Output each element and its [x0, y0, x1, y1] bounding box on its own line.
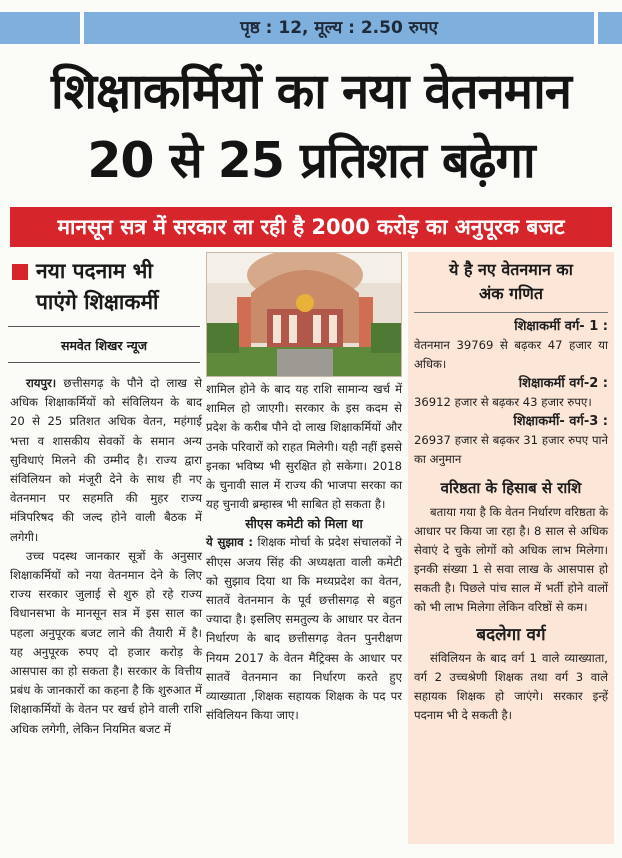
paragraph: [206, 533, 402, 725]
grade-1-text: वेतनमान 39769 से बढ़कर 47 हजार या अधिक।: [414, 338, 608, 371]
headline-line-2: 20 से 25 प्रतिशत बढ़ेगा: [87, 132, 535, 189]
box-title-line-2: पाएंगे शिक्षाकर्मी: [36, 290, 159, 314]
box-title-line-1: नया पदनाम भी: [36, 259, 153, 283]
divider: [8, 362, 200, 363]
bar-band-left: [0, 12, 80, 44]
paragraph-text: छत्तीसगढ़ के पौने दो लाख से अधिक शिक्षाकर्मियों को संविलियन के बाद 20 से 25 प्रतिशत अधिक वेतन, महंगाई भत्ता व शासकीय सेवकों के समान अन्य सुविधाएं मिलने की उम्मीद है। राज्य द्वारा संविलियन को मंजूरी देने के साथ ही नए वेतनमान पर सहमति की मुहर राज्य मंत्रिपरिषद की जल्द होने वाली बैठक में लगेगी।: [10, 376, 202, 544]
paragraph: [10, 374, 202, 547]
paragraph-text: शिक्षक मोर्चा के प्रदेश संचालकों ने सीएस अजय सिंह की अध्यक्षता वाली कमेटी को सुझाव दिया था कि मध्यप्रदेश का वेतन, सातवें वेतनमान के पूर्व छत्तीसगढ़ से बहुत ज्यादा है। इसलिए समतुल्य के आधार पर वेतन निर्धारण के बाद छत्तीसगढ़ वेतन पुनरीक्षण नियम 2017 के वेतन मैट्रिक्स के आधार पर सातवें वेतनमान का निर्धारण करते हुए व्याख्याता ,शिक्षक सहायक शिक्षक के पद पर संविलियन किया जाए।: [206, 535, 402, 723]
grade-3-text: 26937 हजार से बढ़कर 31 हजार रुपए पाने का अनुमान: [414, 433, 608, 466]
page-info-bar: [0, 8, 622, 48]
section-lead: ये सुझाव :: [206, 535, 253, 550]
grade-1-label: शिक्षाकर्मी वर्ग- 1 :: [514, 319, 608, 334]
seniority-heading: वरिष्ठता के हिसाब से राशि: [440, 479, 582, 497]
sidebar-title-line-2: अंक गणित: [479, 284, 543, 303]
column-1-body: [10, 374, 202, 739]
paragraph: बताया गया है कि वेतन निर्धारण वरिष्ठता के आधार पर किया जा रहा है। 8 साल से अधिक सेवाएं दे चुके लोगों को अधिक लाभ मिलेगा। इनकी संख्या 1 से सवा लाख के आसपास हो सकती है। पिछले पांच साल में भर्ती होने वालों को भी लाभ मिलेगा लेकिन वरिष्ठों से कम।: [414, 505, 608, 614]
paragraph: उच्च पदस्थ जानकार सूत्रों के अनुसार शिक्षाकर्मियों को नया वेतनमान देने के लिए राज्य सरकार जुलाई से शुरु हो रहे राज्य विधानसभा के मानसून सत्र में इस साल का पहला अनुपूरक बजट लाने की तैयारी में है। यह अनुपूरक रुपए दो हजार करोड़ के आसपास का हो सकता है। सरकार के वित्तीय प्रबंध के जानकारों का कहना है कि शुरुआत में शिक्षाकर्मियों के वेतन पर खर्च होने वाली राशि अधिक लगेगी, लेकिन नियमित बजट में: [10, 548, 202, 736]
sidebar-title: [408, 252, 614, 306]
column-1: [8, 256, 202, 736]
byline: समवेत शिखर न्यूज: [61, 338, 147, 353]
divider: [8, 326, 200, 327]
grade-3-label: शिक्षाकर्मी- वर्ग-3 :: [513, 414, 608, 429]
story-box-title: [8, 256, 200, 318]
building-icon: [207, 253, 402, 377]
category-change-heading: बदलेगा वर्ग: [476, 625, 546, 645]
pay-scale-sidebar: [408, 252, 614, 844]
column-2: [206, 252, 402, 723]
sidebar-body: [408, 313, 614, 725]
paragraph: संविलियन के बाद वर्ग 1 वाले व्याख्याता, वर्ग 2 उच्चश्रेणी शिक्षक तथा वर्ग 3 वाले सहायक शिक्षक हो जाएंगे। सरकार इन्हें पदनाम भी दे सकती है।: [414, 651, 608, 722]
dateline: रायपुर।: [26, 376, 57, 390]
column-2-body: [206, 380, 402, 725]
bar-band-right: [598, 12, 622, 44]
page-number-price: पृष्ठ : 12, मूल्य : 2.50 रुपए: [240, 18, 438, 38]
subheadline-banner: मानसून सत्र में सरकार ला रही है 2000 करोड़ का अनुपूरक बजट: [10, 207, 612, 247]
grade-2-label: शिक्षाकर्मी वर्ग-2 :: [518, 376, 608, 391]
paragraph: शामिल होने के बाद यह राशि सामान्य खर्च में शामिल हो जाएगी। सरकार के इस कदम से प्रदेश के करीब पौने दो लाख शिक्षाकर्मियों और उनके परिवारों को राहत मिलेगी। यही नहीं इससे इनका भविष्य भी सुरक्षित हो सकेगा। 2018 के चुनावी साल में राज्य की भाजपा सरका का यह चुनावी ब्रम्हास्त्र भी साबित हो सकता है।: [206, 382, 402, 512]
red-square-icon: [12, 264, 28, 280]
sidebar-title-line-1: ये है नए वेतनमान का: [449, 260, 573, 279]
assembly-building-photo: [206, 252, 402, 377]
grade-2-text: 36912 हजार से बढ़कर 43 हजार रुपए।: [414, 395, 592, 409]
section-title: सीएस कमेटी को मिला था: [245, 516, 363, 532]
headline-line-1: शिक्षाकर्मियों का नया वेतनमान: [51, 63, 571, 120]
